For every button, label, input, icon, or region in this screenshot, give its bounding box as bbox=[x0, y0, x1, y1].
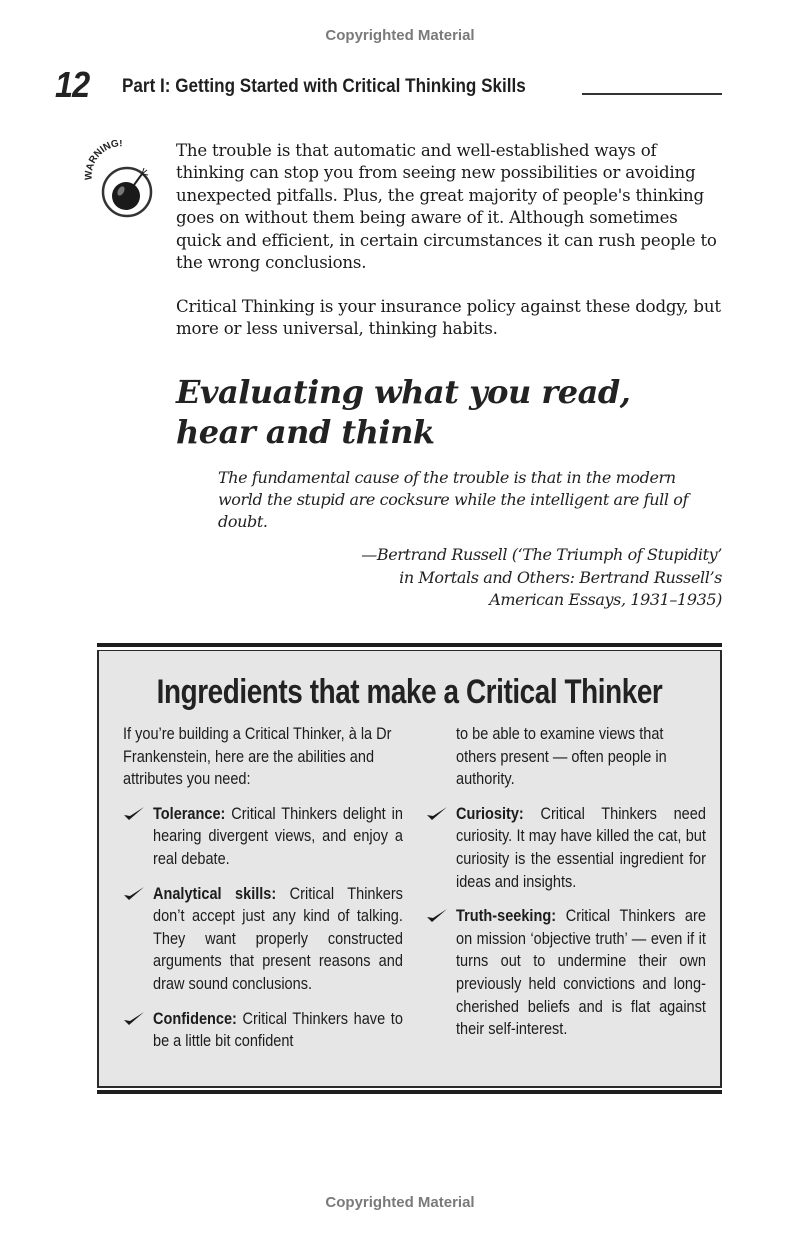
check-mark-icon bbox=[123, 885, 145, 901]
list-item-tolerance: Tolerance: Critical Thinkers delight in hearing divergent views, and enjoy a real debate. bbox=[123, 803, 403, 871]
warning-bomb-icon bbox=[84, 140, 164, 220]
check-mark-icon bbox=[426, 907, 448, 923]
sidebar-box bbox=[97, 650, 722, 1088]
check-mark-icon bbox=[123, 1010, 145, 1026]
header-rule bbox=[582, 93, 722, 95]
sidebar-column-right bbox=[426, 723, 706, 1041]
section-heading-line-2: hear and think bbox=[176, 413, 435, 451]
attribution-line: American Essays, 1931–1935) bbox=[489, 590, 722, 609]
list-item-curiosity: Curiosity: Critical Thinkers need curiosity. It may have killed the cat, but curiosity is the essential ingredient for ideas and insights. bbox=[426, 803, 706, 893]
copyright-watermark-bottom: Copyrighted Material bbox=[325, 1194, 475, 1211]
list-item-confidence-continued: to be able to examine views that others present — often people in authority. bbox=[456, 725, 667, 789]
section-heading bbox=[176, 372, 630, 452]
epigraph-quote: The fundamental cause of the trouble is that in the modern world the stupid are cocksure while the intelligent are full of doubt. bbox=[218, 468, 688, 531]
running-head bbox=[55, 64, 725, 108]
sidebar-bottom-rule bbox=[97, 1090, 722, 1094]
section-heading-line-1: Evaluating what you read, bbox=[176, 373, 631, 411]
warning-label: WARNING! bbox=[84, 140, 123, 181]
list-item-truth-seeking: Truth-seeking: Critical Thinkers are on mission ‘objective truth’ — even if it turns out to undermine their own previously held convictions and long-cherished beliefs and is flat against their self-interest. bbox=[426, 905, 706, 1041]
part-title: Part I: Getting Started with Critical Thinking Skills bbox=[122, 76, 526, 97]
copyright-watermark-top: Copyrighted Material bbox=[325, 27, 475, 44]
body-paragraph-2: Critical Thinking is your insurance policy against these dodgy, but more or less universal, thinking habits. bbox=[176, 297, 721, 339]
list-item-analytical-skills: Analytical skills: Critical Thinkers don’t accept just any kind of talking. They want properly constructed arguments that present reasons and draw sound conclusions. bbox=[123, 883, 403, 996]
check-mark-icon bbox=[426, 805, 448, 821]
body-paragraph-1: The trouble is that automatic and well-established ways of thinking can stop you from seeing new possibilities or avoiding unexpected pitfalls. Plus, the great majority of people's thinking goes on without them being aware of it. Although sometimes quick and efficient, in certain circumstances it can rush people to the wrong conclusions. bbox=[176, 141, 717, 273]
attribution-line: —Bertrand Russell (‘The Triumph of Stupidity’ bbox=[361, 545, 722, 564]
epigraph-attribution bbox=[302, 544, 722, 612]
sidebar-title: Ingredients that make a Critical Thinker bbox=[156, 673, 663, 711]
sidebar-top-rule bbox=[97, 643, 722, 647]
list-item-confidence: Confidence: Critical Thinkers have to be a little bit confident bbox=[123, 1008, 403, 1053]
sidebar-intro: If you’re building a Critical Thinker, à la Dr Frankenstein, here are the abilities and attributes you need: bbox=[123, 725, 392, 789]
sidebar-column-left bbox=[123, 723, 403, 1053]
check-mark-icon bbox=[123, 805, 145, 821]
page-number: 12 bbox=[55, 64, 90, 105]
attribution-line: in Mortals and Others: Bertrand Russell’s bbox=[399, 567, 722, 587]
